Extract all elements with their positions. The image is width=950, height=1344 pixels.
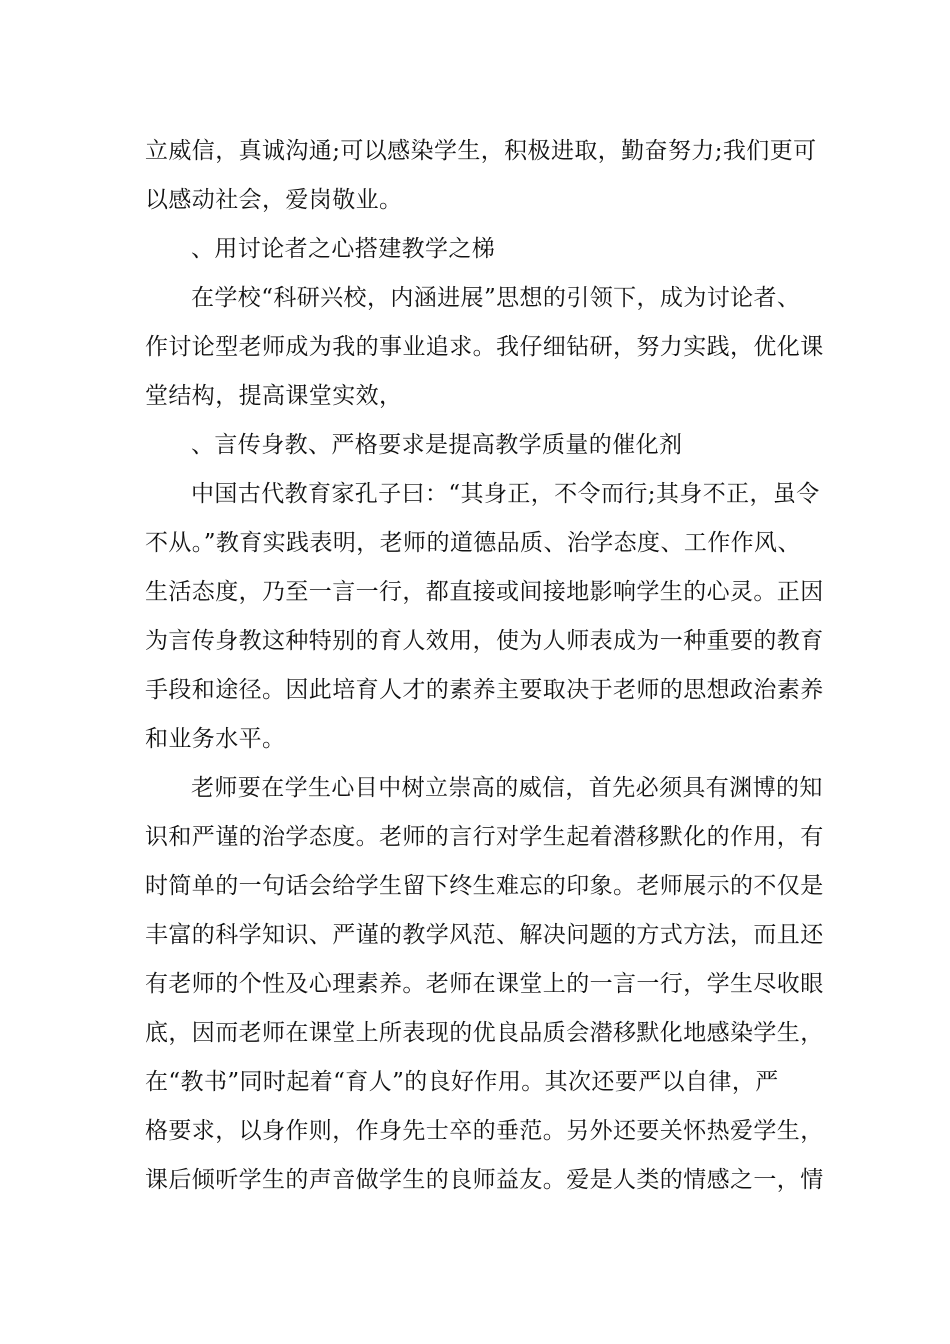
paragraph-line: 和业务水平。: [145, 726, 286, 752]
paragraph-line: 在“教书”同时起着“育人”的良好作用。其次还要严以自律，严: [145, 1069, 779, 1095]
paragraph-line: 课后倾听学生的声音做学生的良师益友。爱是人类的情感之一，情: [145, 1167, 824, 1193]
paragraph-line: 老师要在学生心目中树立崇高的威信，首先必须具有渊博的知: [191, 775, 823, 801]
paragraph-line: 立威信，真诚沟通;可以感染学生，积极进取，勤奋努力;我们更可: [145, 138, 817, 164]
paragraph-line: 为言传身教这种特别的育人效用，使为人师表成为一种重要的教育: [145, 628, 824, 654]
document-body: [145, 127, 824, 1205]
paragraph-line: 丰富的科学知识、严谨的教学风范、解决问题的方式方法，而且还: [145, 922, 824, 948]
paragraph-line: 以感动社会，爱岗敬业。: [145, 187, 403, 213]
paragraph-line: 底，因而老师在课堂上所表现的优良品质会潜移默化地感染学生，: [145, 1020, 824, 1046]
paragraph-line: 堂结构，提高课堂实效，: [145, 383, 403, 409]
section-heading: 、用讨论者之心搭建教学之梯: [191, 236, 496, 262]
paragraph-line: 在学校“科研兴校，内涵进展”思想的引领下，成为讨论者、: [191, 285, 801, 311]
paragraph-line: 不从。”教育实践表明，老师的道德品质、治学态度、工作作风、: [145, 530, 801, 556]
paragraph-line: 中国古代教育家孔子曰：“其身正，不令而行;其身不正，虽令: [191, 481, 820, 507]
paragraph-line: 时简单的一句话会给学生留下终生难忘的印象。老师展示的不仅是: [145, 873, 824, 899]
paragraph-line: 有老师的个性及心理素养。老师在课堂上的一言一行，学生尽收眼: [145, 971, 824, 997]
paragraph-line: 生活态度，乃至一言一行，都直接或间接地影响学生的心灵。正因: [145, 579, 824, 605]
paragraph-line: 手段和途径。因此培育人才的素养主要取决于老师的思想政治素养: [145, 677, 824, 703]
paragraph-line: 格要求，以身作则，作身先士卒的垂范。另外还要关怀热爱学生，: [145, 1118, 824, 1144]
paragraph-line: 作讨论型老师成为我的事业追求。我仔细钻研，努力实践，优化课: [145, 334, 824, 360]
section-heading: 、言传身教、严格要求是提高教学质量的催化剂: [191, 432, 683, 458]
paragraph-line: 识和严谨的治学态度。老师的言行对学生起着潜移默化的作用，有: [145, 824, 824, 850]
